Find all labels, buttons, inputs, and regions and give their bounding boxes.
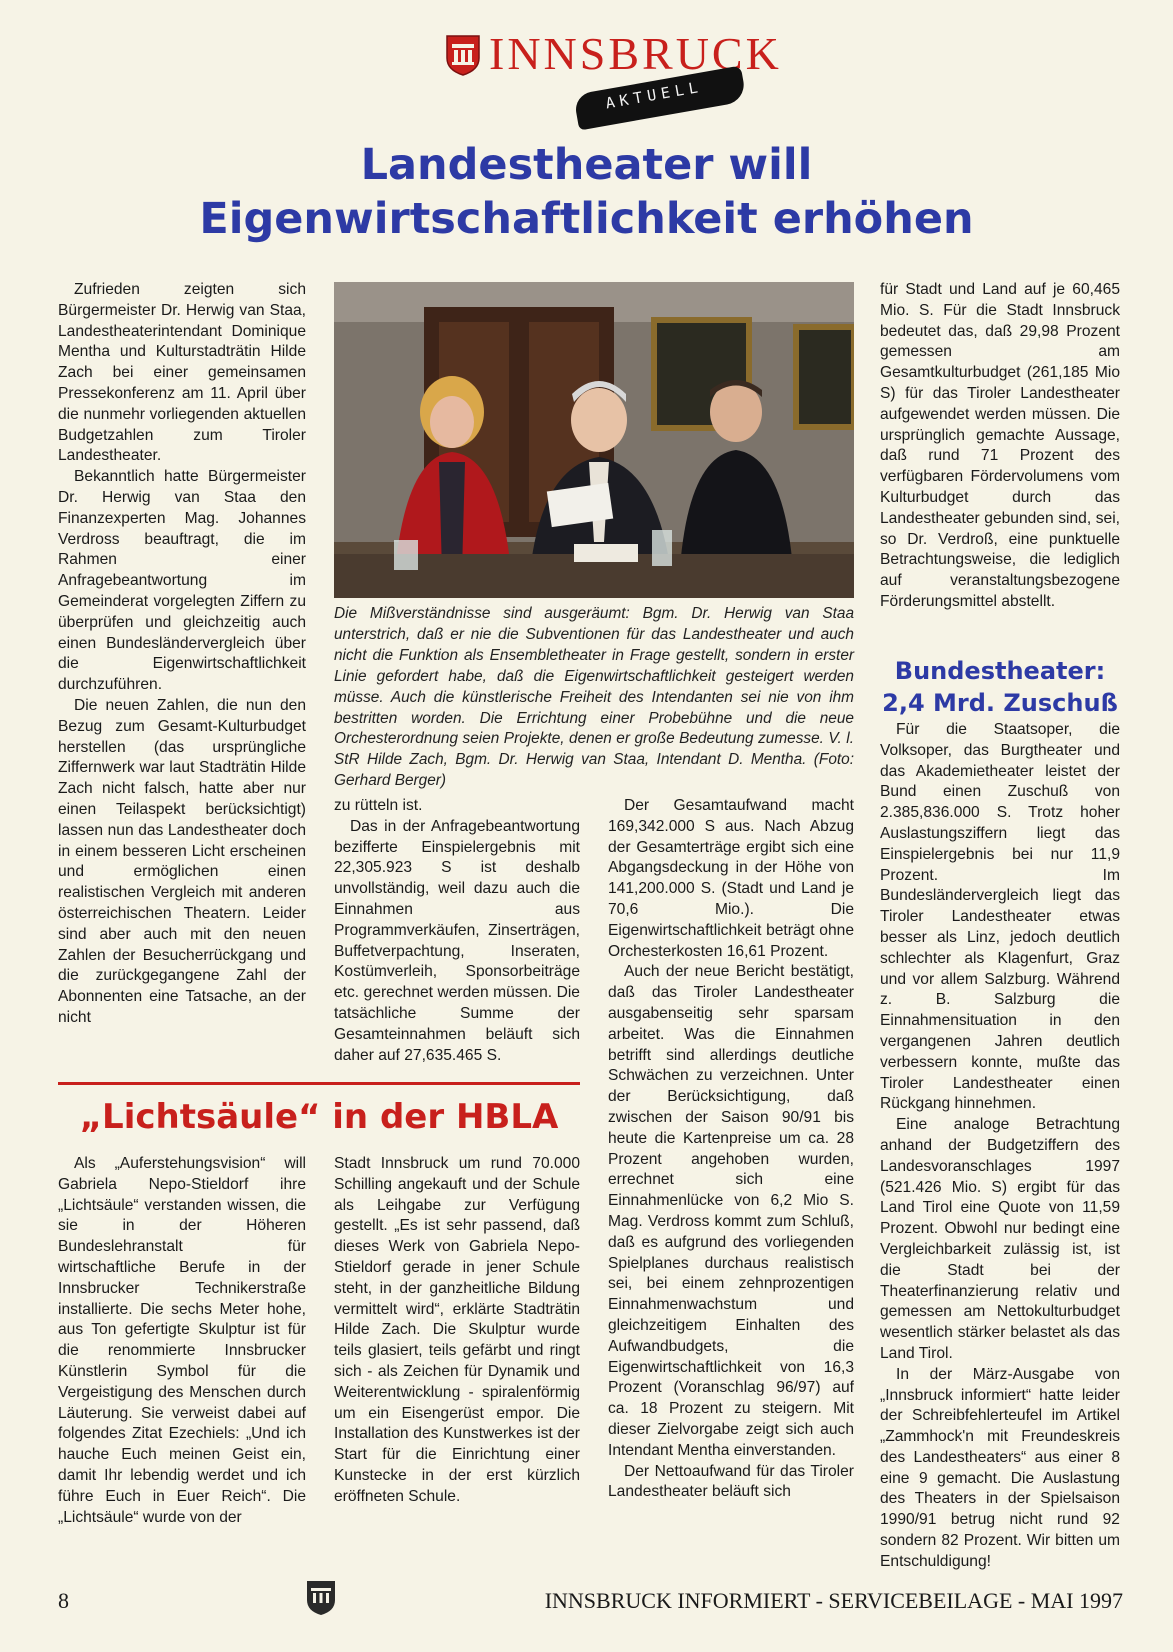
section-divider <box>58 1082 580 1085</box>
photo-caption: Die Mißverständnisse sind ausgeräumt: Bgm. Dr. Herwig van Staa unterstrich, daß er nie die Subventionen für das Landestheater und auch nicht die Funktion als Ensembletheater in Frage gestellt, sondern in erster Linie gefordert habe, daß die Eigenwirtschaftlichkeit gesteigert werden müsse. Auch die künstlerische Freiheit des Intendanten sei nie von ihm bestritten worden. Die Errichtung einer Probebühne und die neue Orchesterordnung seien Projekte, denen er große Bedeutung zumesse. V. l. StR Hilde Zach, Bgm. Dr. Herwig van Staa, Intendant D. Mentha. (Foto: Gerhard Berger) <box>334 605 854 790</box>
subheadline-line-1: Bundestheater: <box>894 657 1106 685</box>
second-article-column-2 <box>334 1154 580 1508</box>
paragraph: Zufrieden zeigten sich Bürgermeister Dr. Herwig van Staa, Landestheaterintendant Dominique Mentha und Kulturstadträtin Hilde Zach bei einer gemeinsamen Pressekonferenz am 11. April über die nunmehr vorliegenden aktuellen Budgetzahlen zum Tiroler Landestheater. <box>58 281 306 465</box>
paragraph: Der Nettoaufwand für das Tiroler Landestheater beläuft sich <box>608 1462 854 1501</box>
publication-footer: INNSBRUCK INFORMIERT - SERVICEBEILAGE - MAI 1997 <box>544 1588 1123 1613</box>
paragraph: In der März-Ausgabe von „Innsbruck informiert“ hatte leider der Schreibfehlerteufel im Artikel „Zammhock'n mit Freundeskreis des Landestheaters“ aus einer 8 eine 9 gemacht. Die Auslastung des Theaters in der Spielsaison 1990/91 betrug nicht rund 92 sondern 82 Prozent. Wir bitten um Entschuldigung! <box>880 1365 1120 1570</box>
page-number: 8 <box>58 1588 69 1613</box>
subheadline-line-2: 2,4 Mrd. Zuschuß <box>882 689 1118 717</box>
article-column-2 <box>334 796 580 1066</box>
headline-line-2: Eigenwirtschaftlichkeit erhöhen <box>199 194 974 244</box>
headline-line-1: Landestheater will <box>360 140 813 190</box>
article-column-1 <box>58 280 306 1029</box>
paragraph: Das in der Anfragebeantwortung bezifferte Einspielergebnis mit 22,305.923 S ist deshalb unvollständig, weil dazu auch die Einnahmen aus Programmverkäufen, Zinserträgen, Buffetverpachtung, Inseraten, Kostümverleih, Sponsorbeiträge etc. gerechnet werden müssen. Die tatsächliche Summe der Gesamteinnahmen beläuft sich daher auf 27,635.465 S. <box>334 817 580 1064</box>
paragraph: Bekanntlich hatte Bürgermeister Dr. Herwig van Staa den Finanzexperten Mag. Johannes Verdross beauftragt, die im Rahmen einer Anfragebeantwortung im Gemeinderat vorgelegten Ziffern zu überprüfen und gleichzeitig auch einen Bundesländervergleich über die Eigenwirtschaftlichkeit durchzuführen. <box>58 468 306 694</box>
article-column-4-top <box>880 280 1120 613</box>
second-article-column-1 <box>58 1154 306 1528</box>
paragraph: Auch der neue Bericht bestätigt, daß das Tiroler Landestheater ausgabenseitig sehr sparsam arbeitet. Was die Einnahmen betrifft sind allerdings deutliche Schwächen zu verzeichnen. Unter der Berücksichtigung, daß zwischen der Saison 90/91 bis heute die Kartenpreise um ca. 28 Prozent angehoben wurden, errechnet sich eine Einnahmenlücke von 6,2 Mio S. Mag. Verdross kommt zum Schluß, daß es aufgrund des vorliegenden Spielplanes durchaus realistisch sei, bei einem zehnprozentigen Einnahmenwachstum und gleichzeitigem Einhalten des Aufwandbudgets, die Eigenwirtschaftlichkeit von 16,3 Prozent (Voranschlag 96/97) auf ca. 18 Prozent zu steigern. Mit dieser Zielvorgabe zeigt sich auch Intendant Mentha einverstanden. <box>608 963 854 1459</box>
paragraph: Eine analoge Betrachtung anhand der Budgetziffern des Landesvoranschlages 1997 (521.426 Mio. S) ergibt für das Land Tirol eine Quote von 11,59 Prozent. Obwohl nur bedingt eine Vergleichbarkeit zulässig ist, ist die Stadt bei der Theaterfinanzierung relativ und gemessen am Nettokulturbudget wesentlich stärker belastet als das Land Tirol. <box>880 1116 1120 1362</box>
paragraph: Für die Staatsoper, die Volksoper, das Burgtheater und das Akademietheater leistet der Bund einen Zuschuß von 2.385,836.000 S. Trotz hoher Auslastungsziffern liegt das Einspielergebnis bei nur 11,9 Prozent. Im Bundesländervergleich liegt das Tiroler Landestheater etwas besser als Linz, jedoch deutlich schlechter als Klagenfurt, Graz und vor allem Salzburg. Während z. B. Salzburg die Einnahmensituation in den vergangenen Jahren deutlich verbessern konnte, mußte das Tiroler Landestheater einen Rückgang hinnehmen. <box>880 721 1120 1113</box>
press-conference-photo <box>334 282 854 598</box>
masthead-brand: INNSBRUCK <box>489 28 782 79</box>
paragraph: Als „Auferstehungsvision“ will Gabriela Nepo-Stieldorf ihre „Lichtsäule“ verstanden wissen, die sie in der Höheren Bundeslehranstalt für wirtschaftliche Berufe in der Innsbrucker Technikerstraße installierte. Die sechs Meter hohe, aus Ton gefertigte Skulptur ist für die renommierte Innsbrucker Künstlerin Symbol für die Vergeistigung des Menschen durch Läuterung. Sie verweist dabei auf folgendes Zitat Ezechiels: „Und ich hauche Euch meinen Geist ein, damit Ihr lebendig werdet und ich führe Euch in Euer Reich“. Die „Lichtsäule“ wurde von der <box>58 1155 306 1526</box>
paragraph: Stadt Innsbruck um rund 70.000 Schilling angekauft und der Schule als Leihgabe zur Verfügung gestellt. „Es ist sehr passend, daß dieses Werk von Gabriela Nepo-Stieldorf gerade in jener Schule steht, in der ganzheitliche Bildung vermittelt wird“, erklärte Stadträtin Hilde Zach. Die Skulptur wurde teils glasiert, teils gefärbt und ringt sich - als Zeichen für Dynamik und Weiterentwicklung - spiralenförmig um ein Eisengerüst empor. Die Installation des Kunstwerkes ist der Start für die Einrichtung einer Kunstecke in der erst kürzlich eröffneten Schule. <box>334 1155 580 1505</box>
second-article-headline: „Lichtsäule“ in der HBLA <box>79 1097 559 1137</box>
subheadline <box>880 655 1120 719</box>
footer-crest-icon <box>306 1580 336 1616</box>
article-column-4-bottom <box>880 720 1120 1573</box>
article-column-3 <box>608 796 854 1503</box>
paragraph: für Stadt und Land auf je 60,465 Mio. S. Für die Stadt Innsbruck bedeutet das, daß 29,98 Prozent gemessen am Gesamtkulturbudget (261,185 Mio S) für das Tiroler Landestheater aufgewendet werden müssen. Die ursprünglich gemachte Aussage, daß rund 71 Prozent des verfügbaren Fördervolumens vom Kulturbudget durch das Landestheater gebunden sind, sei, so Dr. Verdroß, eine punktuelle Betrachtungsweise, die lediglich auf veranstaltungsbezogene Förderungsmittel abstellt. <box>880 281 1120 610</box>
paragraph: Die neuen Zahlen, die nun den Bezug zum Gesamt-Kulturbudget herstellen (das ursprüngliche Ziffernwerk war laut Stadträtin Hilde Zach nicht falsch, hatte aber nur einen Teilaspekt berücksichtigt) lassen nun das Landestheater doch in einem besseren Licht erscheinen und ermöglichen einen realistischen Vergleich mit anderen österreichischen Theatern. Leider sind aber auch mit den neuen Zahlen der Besucherrückgang und die zurückgegangene Zahl der Abonnenten eine Tatsache, an der nicht <box>58 696 306 1026</box>
masthead <box>445 28 782 118</box>
paragraph: Der Gesamtaufwand macht 169,342.000 S aus. Nach Abzug der Gesamterträge ergibt sich eine Abgangsdeckung in der Höhe von 141,200.000 S. (Stadt und Land je 70,6 Mio.). Die Eigenwirtschaftlichkeit beträgt ohne Orchesterkosten 16,61 Prozent. <box>608 797 854 960</box>
paragraph: zu rütteln ist. <box>334 797 423 814</box>
masthead-tag: AKTUELL <box>604 77 705 113</box>
city-crest-icon <box>445 34 481 76</box>
article-headline <box>0 138 1173 246</box>
